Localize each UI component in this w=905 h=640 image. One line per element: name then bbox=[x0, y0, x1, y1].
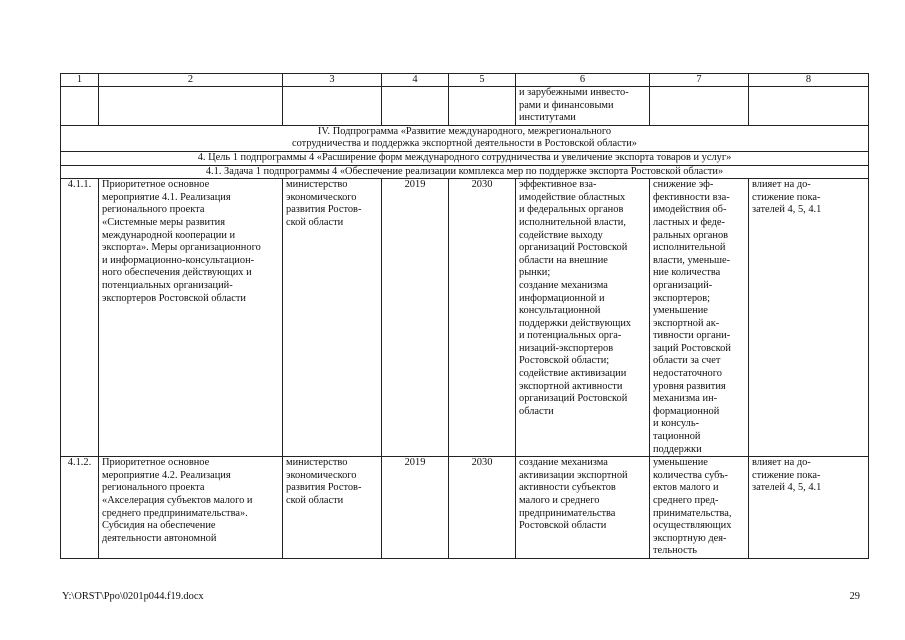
column-number: 4 bbox=[382, 74, 449, 87]
row-number: 4.1.1. bbox=[61, 179, 99, 457]
column-number: 8 bbox=[749, 74, 869, 87]
column-number-row bbox=[61, 74, 869, 87]
cell-empty bbox=[61, 87, 99, 126]
expected-result: создание механизма активизации экспортной активности субъектов малого и среднего предпринимательства Ростовской области bbox=[516, 457, 650, 559]
cell-empty bbox=[749, 87, 869, 126]
non-implementation-consequences: уменьшение количества субъ- ектов малого и среднего пред- принимательства, осуществляющих экспортную дея- тельность bbox=[650, 457, 749, 559]
continuation-row bbox=[61, 87, 869, 126]
table-row bbox=[61, 179, 869, 457]
column-number: 1 bbox=[61, 74, 99, 87]
cell-empty bbox=[449, 87, 516, 126]
column-number: 7 bbox=[650, 74, 749, 87]
goal-row bbox=[61, 151, 869, 165]
executor: министерство экономического развития Ростов- ской области bbox=[283, 457, 382, 559]
start-year: 2019 bbox=[382, 179, 449, 457]
column-number: 5 bbox=[449, 74, 516, 87]
program-table bbox=[60, 73, 869, 559]
column-number: 3 bbox=[283, 74, 382, 87]
executor: министерство экономического развития Ростов- ской области bbox=[283, 179, 382, 457]
column-number: 2 bbox=[99, 74, 283, 87]
subprogram-row bbox=[61, 125, 869, 151]
task-row bbox=[61, 165, 869, 179]
indicator-link: влияет на до- стижение пока- зателей 4, 5, 4.1 bbox=[749, 179, 869, 457]
file-path: Y:\ORST\Ppo\0201p044.f19.docx bbox=[62, 591, 204, 602]
result-cell: и зарубежными инвесто- рами и финансовыми институтами bbox=[516, 87, 650, 126]
row-number: 4.1.2. bbox=[61, 457, 99, 559]
column-number: 6 bbox=[516, 74, 650, 87]
activity-name: Приоритетное основное мероприятие 4.2. Реализация регионального проекта «Акселерация субъектов малого и среднего предпринимательства». Субсидия на обеспечение деятельности автономной bbox=[99, 457, 283, 559]
start-year: 2019 bbox=[382, 457, 449, 559]
subprogram-title: IV. Подпрограмма «Развитие международного, межрегионального сотрудничества и поддержка экспортной деятельности в Ростовской области» bbox=[61, 125, 869, 151]
indicator-link: влияет на до- стижение пока- зателей 4, 5, 4.1 bbox=[749, 457, 869, 559]
non-implementation-consequences: снижение эф- фективности вза- имодействия об- ластных и феде- ральных органов исполнительной власти, уменьше- ние количества организаций- экспортеров; уменьшение экспортной ак- тивности органи- заций Ростовской области за счет недостаточного уровня развития механизма ин- формационной и консуль- тационной поддержки bbox=[650, 179, 749, 457]
expected-result: эффективное вза- имодействие областных и федеральных органов исполнительной власти, содействие выходу организаций Ростовской области на внешние рынки; создание механизма информационной и консультационной поддержки действующих и потенциальных орга- низаций-экспортеров Ростовской области; содействие активизации экспортной активности организаций Ростовской области bbox=[516, 179, 650, 457]
end-year: 2030 bbox=[449, 457, 516, 559]
end-year: 2030 bbox=[449, 179, 516, 457]
cell-empty bbox=[650, 87, 749, 126]
table-row bbox=[61, 457, 869, 559]
cell-empty bbox=[283, 87, 382, 126]
page-number: 29 bbox=[849, 591, 860, 602]
goal-title: 4. Цель 1 подпрограммы 4 «Расширение форм международного сотрудничества и увеличение экспорта товаров и услуг» bbox=[61, 151, 869, 165]
activity-name: Приоритетное основное мероприятие 4.1. Реализация регионального проекта «Системные меры развития международной кооперации и экспорта». Меры организационного и информационно-консультацион- ного обеспечения действующих и потенциальных организаций- экспортеров Ростовской области bbox=[99, 179, 283, 457]
cell-empty bbox=[382, 87, 449, 126]
cell-empty bbox=[99, 87, 283, 126]
task-title: 4.1. Задача 1 подпрограммы 4 «Обеспечение реализации комплекса мер по поддержке экспорта Ростовской области» bbox=[61, 165, 869, 179]
